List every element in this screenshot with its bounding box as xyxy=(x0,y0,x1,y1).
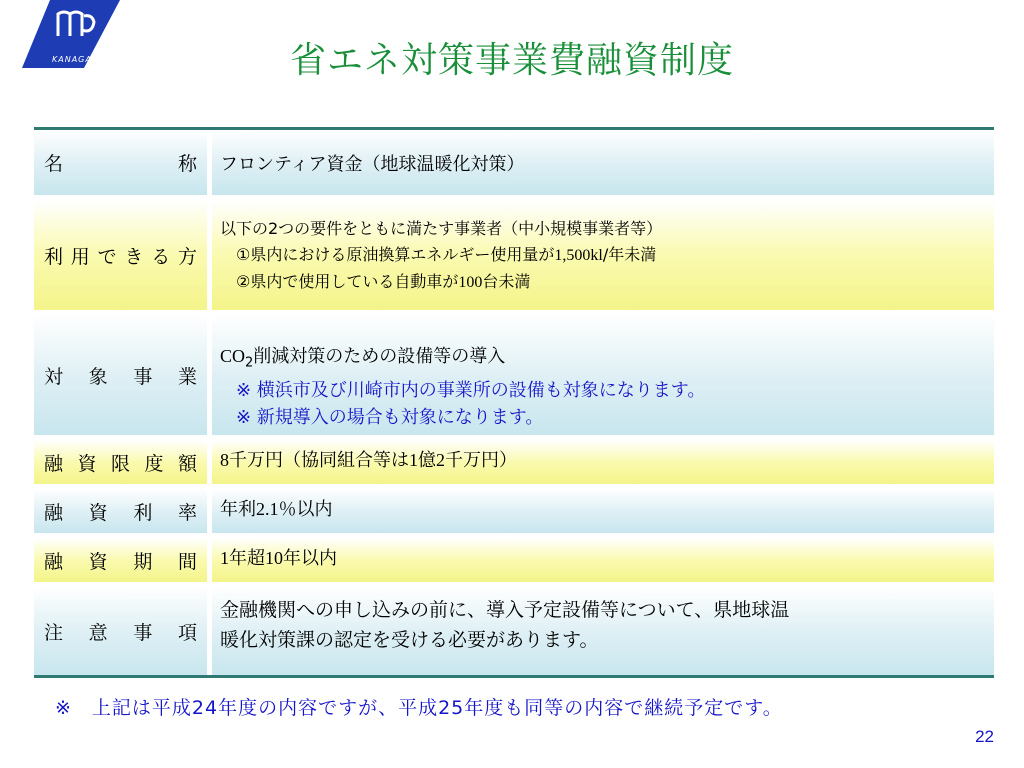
page-title: 省エネ対策事業費融資制度 xyxy=(289,40,734,81)
row-value xyxy=(212,200,994,310)
eligible-line-1: 以下の2つの要件をともに満たす事業者（中小規模事業者等） xyxy=(220,219,663,238)
caution-line-2: 暖化対策課の認定を受ける必要があります。 xyxy=(220,629,599,651)
row-value: 1年超10年以内 xyxy=(212,538,994,582)
footer-note: ※ 上記は平成24年度の内容ですが、平成25年度も同等の内容で継続予定です。 xyxy=(55,697,783,719)
table-row-limit xyxy=(34,440,994,489)
table-row-caution xyxy=(34,587,994,675)
row-label xyxy=(34,489,212,533)
eligible-line-3: ②県内で使用している自動車が100台未満 xyxy=(236,272,531,291)
table-row-eligible xyxy=(34,200,994,315)
table-row-rate xyxy=(34,489,994,538)
row-value xyxy=(212,130,994,195)
page-number: 22 xyxy=(975,727,994,746)
eligible-line-2: ①県内における原油換算エネルギー使用量が1,500kl/年未満 xyxy=(236,245,657,264)
row-label-text: 利用できる方 xyxy=(44,245,197,268)
row-label xyxy=(34,587,212,675)
table-row-period xyxy=(34,538,994,587)
row-label xyxy=(34,440,212,484)
logo-text: KANAGAWA xyxy=(52,55,107,64)
row-value xyxy=(212,315,994,435)
info-table xyxy=(34,127,994,678)
row-value: 8千万円（協同組合等は1億2千万円） xyxy=(212,440,994,484)
row-label-text: 融資期間 xyxy=(44,550,197,573)
target-main: $CO_2$削減対策のための設備等の導入 xyxy=(220,346,506,371)
table-row-name xyxy=(34,130,994,200)
row-value: 年利2.1％以内 xyxy=(212,489,994,533)
row-label-text: 名 称 xyxy=(44,153,197,175)
row-label xyxy=(34,538,212,582)
row-label-text: 融資利率 xyxy=(44,501,197,524)
target-note-2: ※ 新規導入の場合も対象になります。 xyxy=(236,406,544,428)
target-note-1: ※ 横浜市及び川崎市内の事業所の設備も対象になります。 xyxy=(236,379,706,401)
row-label xyxy=(34,200,212,310)
row-label-text: 対象事業 xyxy=(44,365,197,388)
row-label xyxy=(34,315,212,435)
row-label-text: 注意事項 xyxy=(44,621,197,644)
fund-name: フロンティア資金（地球温暖化対策） xyxy=(220,153,525,175)
row-label-text: 融資限度額 xyxy=(44,452,197,475)
table-row-target xyxy=(34,315,994,440)
caution-line-1: 金融機関への申し込みの前に、導入予定設備等について、県地球温 xyxy=(220,599,790,621)
row-label xyxy=(34,130,212,195)
row-value xyxy=(212,587,994,675)
